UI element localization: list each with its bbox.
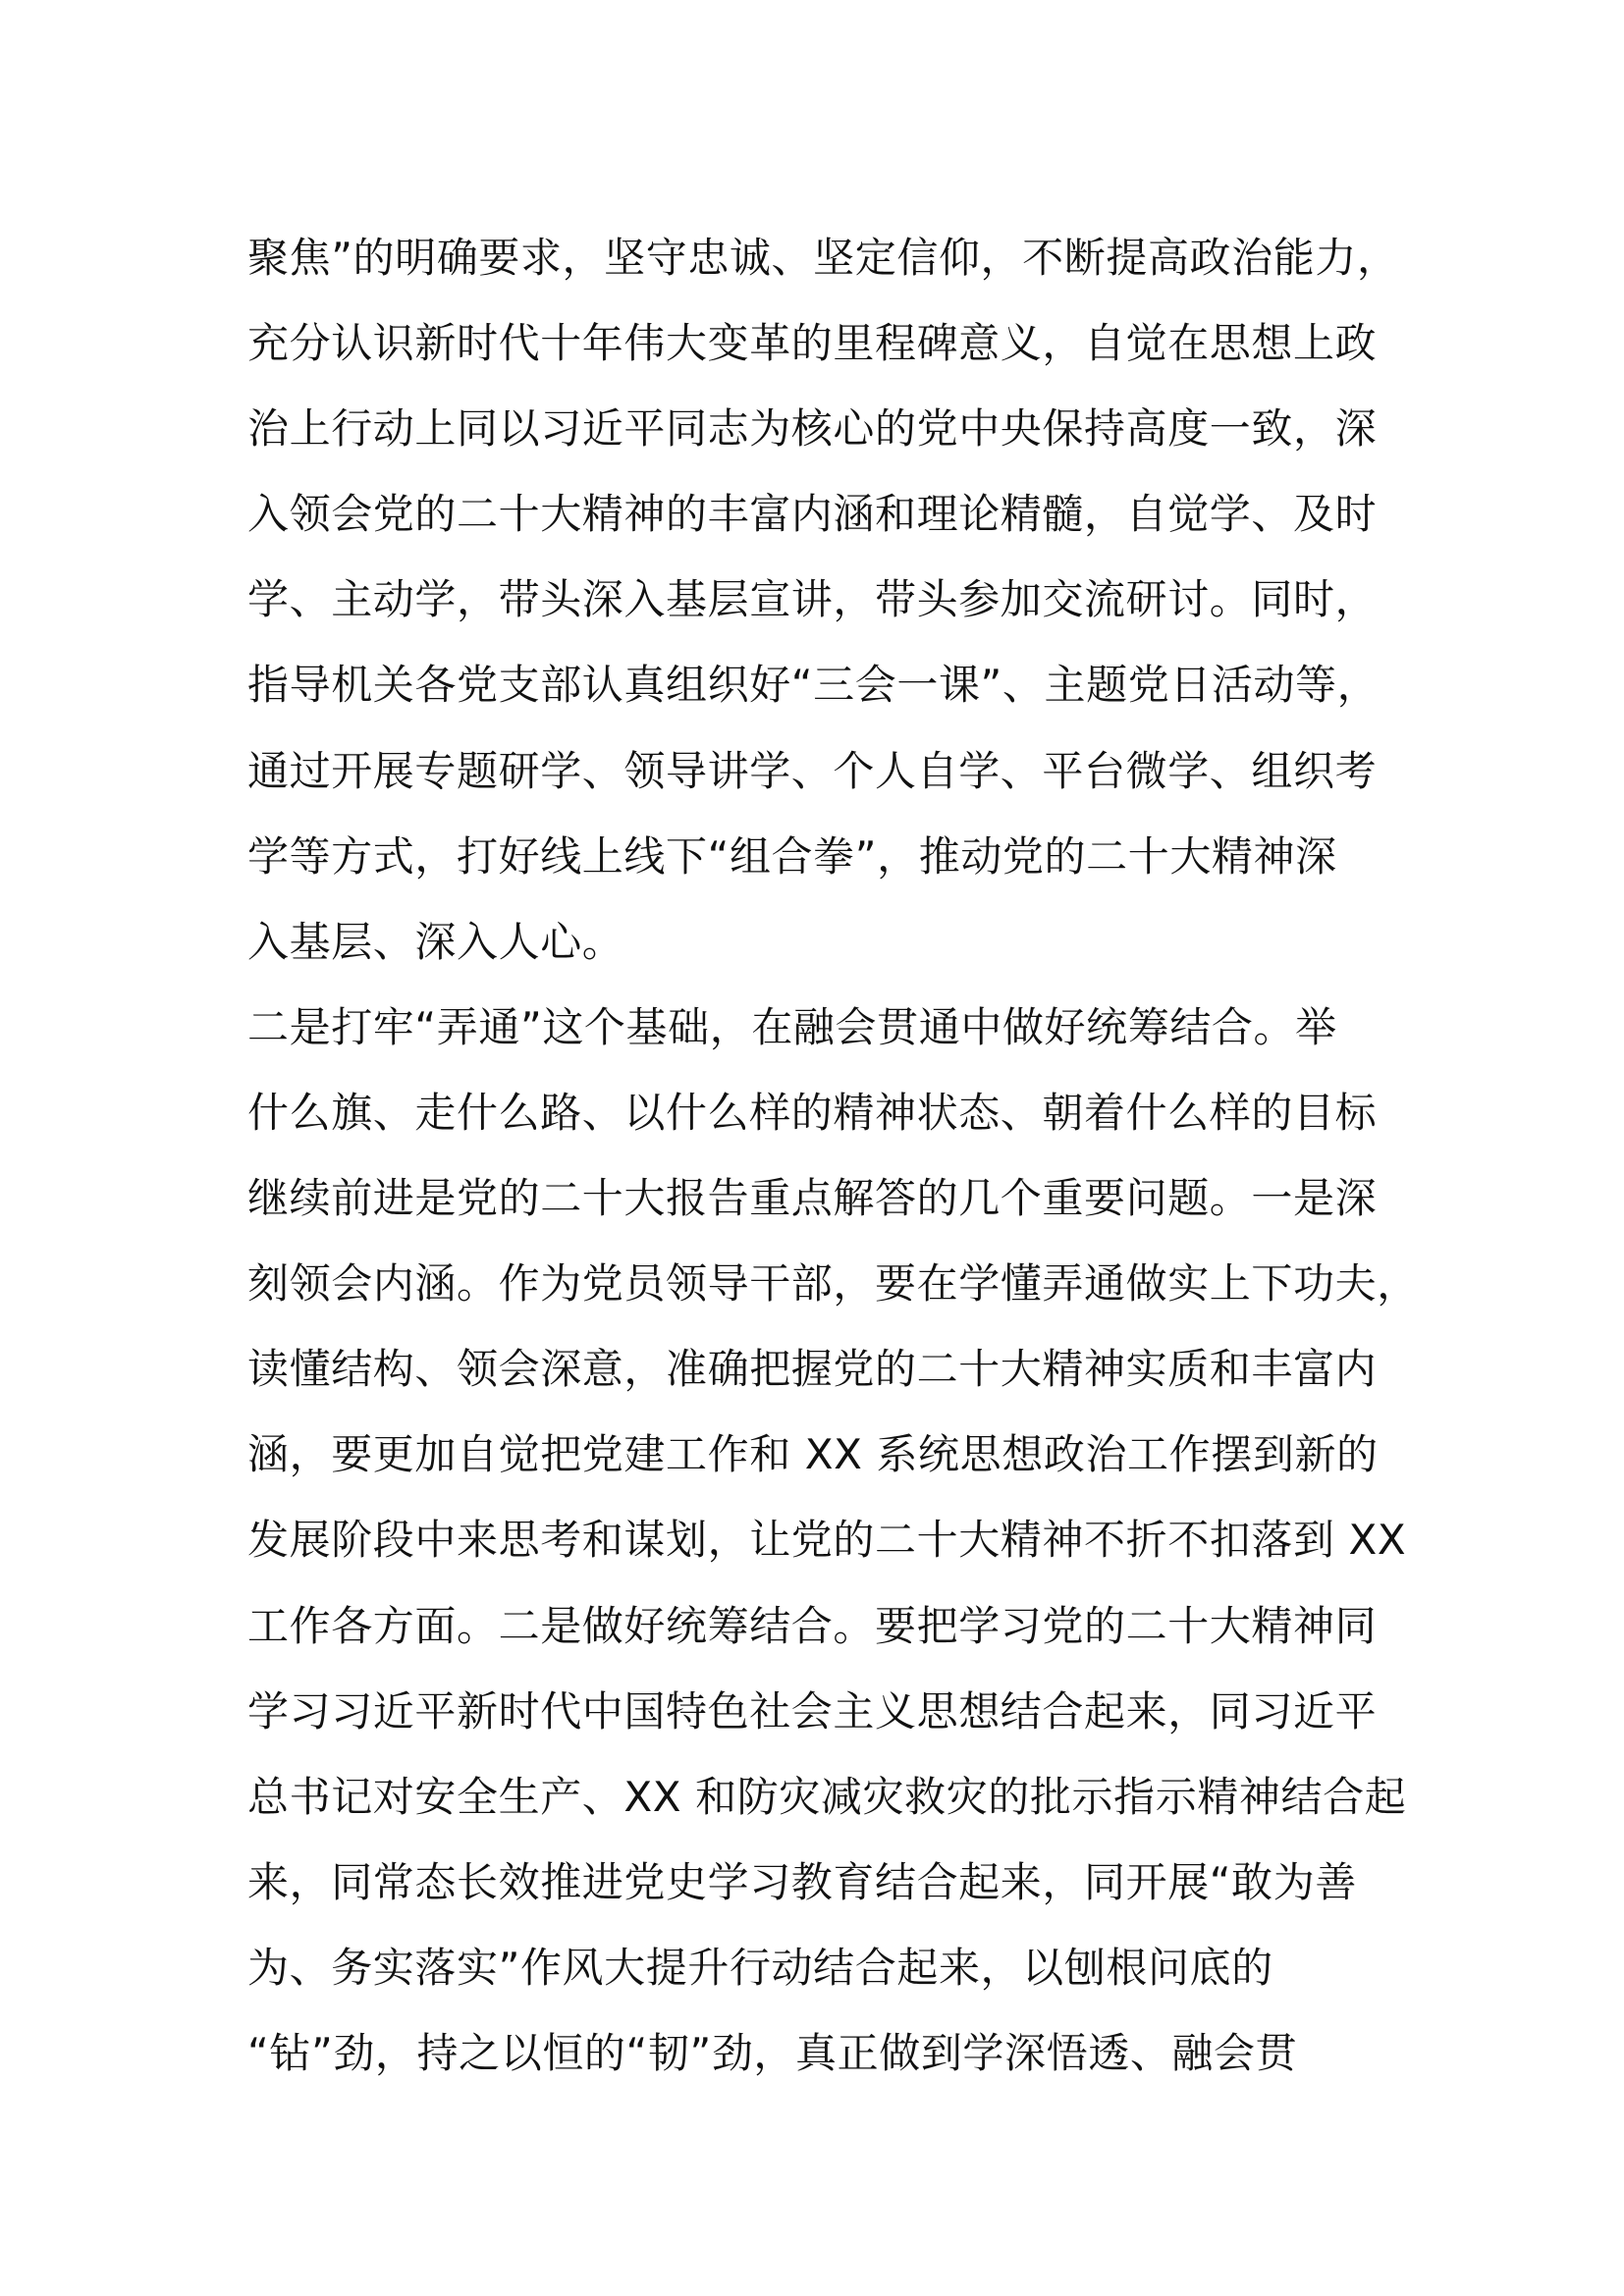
text-line: 治上行动上同以习近平同志为核心的党中央保持高度一致，深 bbox=[247, 404, 1378, 454]
text-line: 入领会党的二十大精神的丰富内涵和理论精髓，自觉学、及时 bbox=[247, 490, 1378, 539]
text-line: 发展阶段中来思考和谋划，让党的二十大精神不折不扣落到 XX bbox=[247, 1516, 1407, 1565]
text-line: 通过开展专题研学、领导讲学、个人自学、平台微学、组织考 bbox=[247, 746, 1378, 795]
text-line: 学等方式，打好线上线下“组合拳”，推动党的二十大精神深 bbox=[247, 831, 1337, 881]
text-line: 为、务实落实”作风大提升行动结合起来，以刨根问底的 bbox=[247, 1943, 1273, 1992]
text-line: 什么旗、走什么路、以什么样的精神状态、朝着什么样的目标 bbox=[247, 1088, 1378, 1137]
text-line: 读懂结构、领会深意，准确把握党的二十大精神实质和丰富内 bbox=[247, 1345, 1378, 1394]
text-line: 充分认识新时代十年伟大变革的里程碑意义，自觉在思想上政 bbox=[247, 319, 1378, 368]
text-line: 聚焦”的明确要求，坚守忠诚、坚定信仰，不断提高政治能力， bbox=[247, 234, 1399, 282]
text-line: 总书记对安全生产、XX 和防灾减灾救灾的批示指示精神结合起 bbox=[247, 1772, 1407, 1821]
text-line: 学习习近平新时代中国特色社会主义思想结合起来，同习近平 bbox=[247, 1686, 1378, 1735]
body-text bbox=[247, 215, 1419, 2096]
text-line: “钻”劲，持之以恒的“韧”劲，真正做到学深悟透、融会贯 bbox=[247, 2028, 1298, 2077]
text-line: 入基层、深入人心。 bbox=[247, 917, 624, 966]
text-line: 工作各方面。二是做好统筹结合。要把学习党的二十大精神同 bbox=[247, 1601, 1378, 1650]
text-line: 涵，要更加自觉把党建工作和 XX 系统思想政治工作摆到新的 bbox=[247, 1430, 1379, 1479]
text-line: 来，同常态长效推进党史学习教育结合起来，同开展“敢为善 bbox=[247, 1857, 1357, 1906]
text-line: 学、主动学，带头深入基层宣讲，带头参加交流研讨。同时， bbox=[247, 575, 1378, 624]
text-line: 继续前进是党的二十大报告重点解答的几个重要问题。一是深 bbox=[247, 1174, 1378, 1223]
text-line: 二是打牢“弄通”这个基础，在融会贯通中做好统筹结合。举 bbox=[247, 1002, 1337, 1051]
text-line: 指导机关各党支部认真组织好“三会一课”、主题党日活动等， bbox=[247, 661, 1380, 710]
text-line: 刻领会内涵。作为党员领导干部，要在学懂弄通做实上下功夫， bbox=[247, 1259, 1419, 1308]
